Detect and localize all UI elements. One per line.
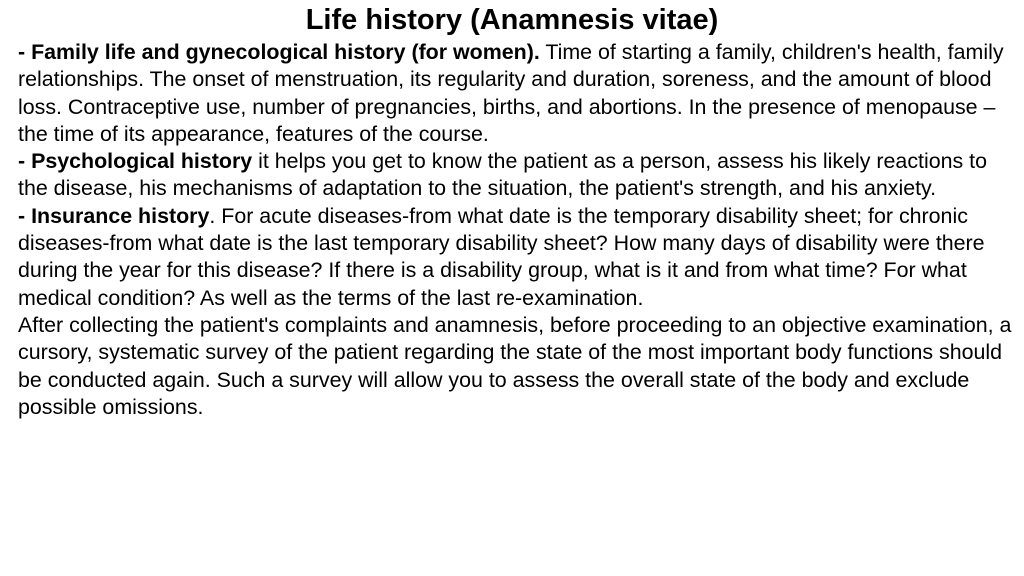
paragraph-family-history bbox=[18, 39, 1018, 148]
paragraph-text: After collecting the patient's complaints and anamnesis, before proceeding to an objective examination, a cursory, systematic survey of the patient regarding the state of the most important body functions should be conducted again. Such a survey will allow you to assess the overall state of the body and exclude possible omissions. bbox=[18, 312, 1012, 419]
paragraph-text: Time of starting a family, children's health, family relationships. The onset of menstruation, its regularity and duration, soreness, and the amount of blood loss. Contraceptive use, number of pregnancies, births, and abortions. In the presence of menopause – the time of its appearance, features of the course. bbox=[18, 40, 1004, 146]
paragraph-text: . For acute diseases-from what date is the temporary disability sheet; for chronic diseases-from what date is the last temporary disability sheet? How many days of disability were there during the year for this disease? If there is a disability group, what is it and from what time? For what medical condition? As well as the terms of the last re-examination. bbox=[18, 203, 985, 310]
paragraph-lead: - Family life and gynecological history (for women). bbox=[18, 40, 540, 64]
paragraph-summary bbox=[18, 312, 1018, 421]
slide-title: Life history (Anamnesis vitae) bbox=[305, 4, 719, 36]
slide-body bbox=[18, 39, 1018, 421]
paragraph-text: it helps you get to know the patient as a person, assess his likely reactions to the disease, his mechanisms of adaptation to the situation, the patient's strength, and his anxiety. bbox=[18, 149, 987, 201]
paragraph-lead: - Insurance history bbox=[18, 203, 210, 228]
paragraph-lead: - Psychological history bbox=[18, 149, 253, 174]
paragraph-psychological-history bbox=[18, 148, 1018, 203]
paragraph-insurance-history bbox=[18, 203, 1018, 312]
